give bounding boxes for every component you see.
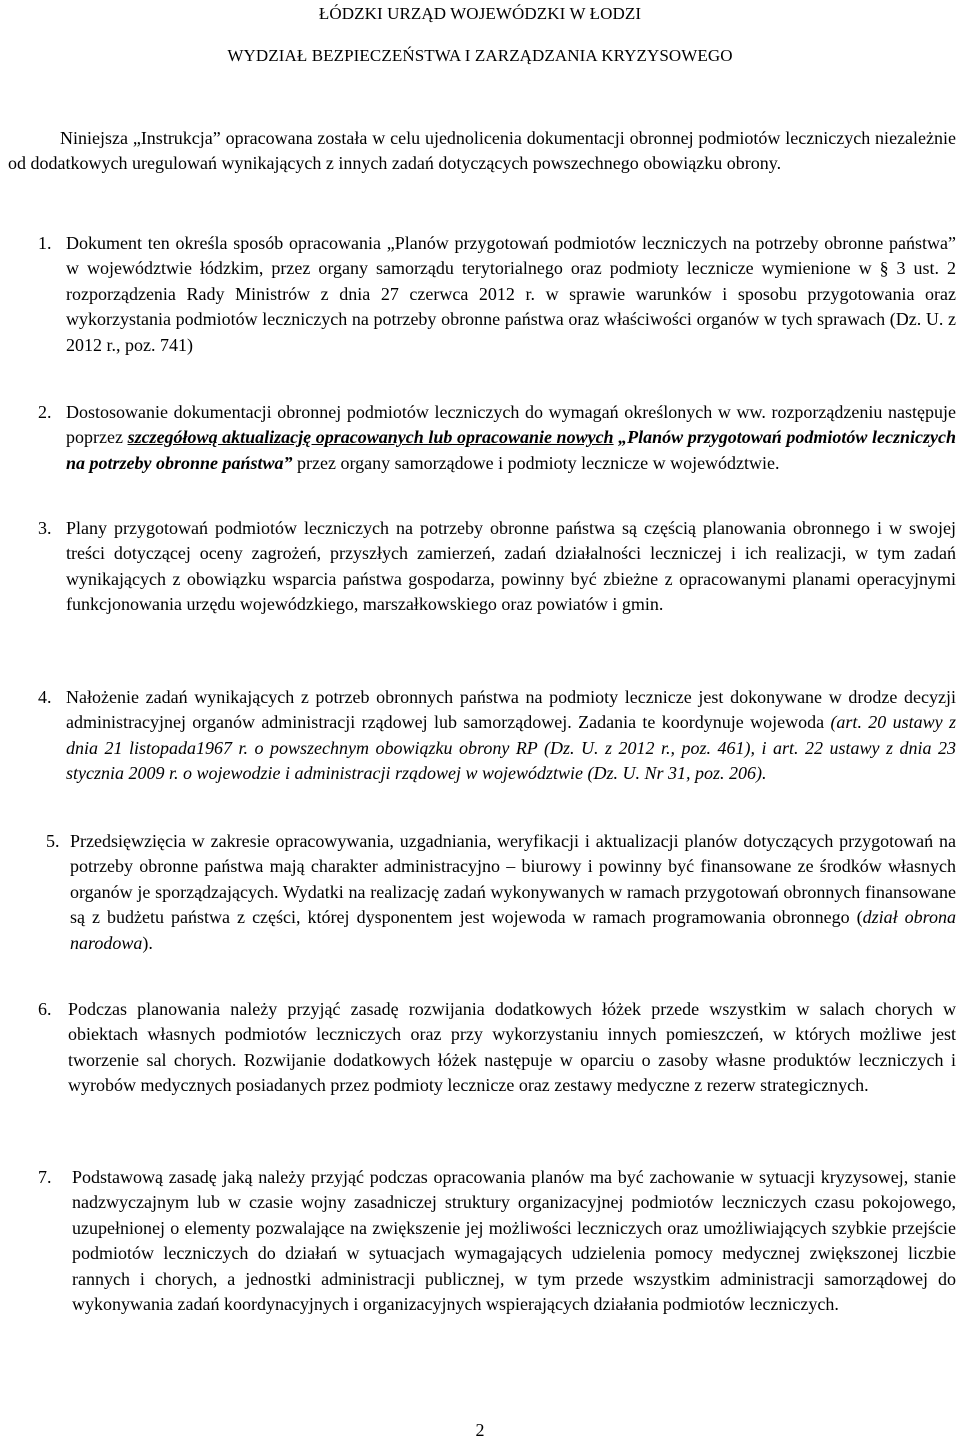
item-text-6: Podczas planowania należy przyjąć zasadę rozwijania dodatkowych łóżek przede wszystkim w salach chorych w obiektach własnych podmiotów leczniczych oraz przy wykorzystaniu innych pomieszczeń, w których możliwe jest tworzenie sal chorych. Rozwijanie dodatkowych łóżek następuje w oparciu o zasoby własne produktów leczniczych i wyrobów medycznych posiadanych przez podmioty lecznicze oraz zestawy medyczne z rezerw strategicznych. [68,999,956,1096]
item-text-7: Podstawową zasadę jaką należy przyjąć podczas opracowania planów ma być zachowanie w sytuacji kryzysowej, stanie nadzwyczajnym lub w czasie wojny zasadniczej struktury organizacyjnej podmiotów leczniczych czasu pokojowego, uzupełnionej o elementy pozwalające na zwiększenie jej możliwości leczniczych oraz umożliwiających szybkie przejście podmiotów leczniczych do działań w sytuacjach wymagających udzielenia pomocy medycznej zwiększonej liczbie rannych i chorych, a jednostki administracji publicznej, w tym przede wszystkim administracji samorządowej do wykonywania zadań koordynacyjnych i organizacyjnych wspierających działania podmiotów leczniczych. [72,1167,956,1315]
item-text-2 [66,400,956,476]
item-text-4 [66,685,956,787]
item-number-3: 3. [38,518,52,538]
item-5-italic: dział obrona narodowa [70,907,956,953]
item-number-6: 6. [38,999,52,1019]
item-2-part-a: Dostosowanie dokumentacji obronnej podmiotów leczniczych do wymagań określonych w ww. rozporządzeniu następuje poprzez [66,402,956,448]
intro-paragraph: Niniejsza „Instrukcja” opracowana została w celu ujednolicenia dokumentacji obronnej podmiotów leczniczych niezależnie od dodatkowych uregulowań wynikających z innych zadań dotyczących powszechnego obowiązku obrony. [8,128,956,173]
item-2-emphasis-underlined: szczegółową aktualizację opracowanych lub opracowanie nowych [127,427,614,448]
item-number-4: 4. [38,687,52,707]
item-number-7: 7. [38,1167,52,1187]
item-4-part-a: Nałożenie zadań wynikających z potrzeb obronnych państwa na podmioty lecznicze jest dokonywane w drodze decyzji administracyjnej organów administracji rządowej lub samorządowej. Zadania te koordynuje wojewoda [66,687,956,733]
office-name: ŁÓDZKI URZĄD WOJEWÓDZKI W ŁODZI [318,4,642,23]
page-number: 2 [475,1420,485,1440]
item-text-1: Dokument ten określa sposób opracowania „Planów przygotowań podmiotów leczniczych na potrzeby obronne państwa” w województwie łódzkim, przez organy samorządu terytorialnego oraz podmioty lecznicze wymienione w § 3 ust. 2 rozporządzenia Rady Ministrów z dnia 27 czerwca 2012 r. w sprawie warunków i sposobu przygotowania oraz wykorzystania podmiotów leczniczych na potrzeby obronne państwa oraz właściwości organów w tych sprawach (Dz. U. z 2012 r., poz. 741) [66,233,956,355]
item-4-legal-reference: (art. 20 ustawy z dnia 21 listopada1967 r. o powszechnym obowiązku obrony RP (Dz. U. z 2012 r., poz. 461), i art. 22 ustawy z dnia 23 stycznia 2009 r. o wojewodzie i administracji rządowej w województwie (Dz. U. Nr 31, poz. 206). [66,712,956,784]
item-number-1: 1. [38,233,52,253]
item-5-part-a: Przedsięwzięcia w zakresie opracowywania, uzgadniania, weryfikacji i aktualizacji planów dotyczących przygotowań na potrzeby obronne państwa mają charakter administracyjno – biurowy i powinny być finansowane ze środków własnych organów je sporządzających. Wydatki na realizację zadań wykonywanych w ramach przygotowań obronnych finansowane są z budżetu państwa z części, której dysponentem jest wojewoda w ramach programowania obronnego ( [70,831,956,928]
department-name: WYDZIAŁ BEZPIECZEŃSTWA I ZARZĄDZANIA KRYZYSOWEGO [227,46,733,65]
item-2-part-d: przez organy samorządowe i podmioty lecznicze w województwie. [292,452,780,473]
item-number-2: 2. [38,402,52,422]
item-text-5 [70,829,956,956]
item-number-5: 5. [46,831,60,851]
item-text-3: Plany przygotowań podmiotów leczniczych na potrzeby obronne państwa są częścią planowania obronnego i w swojej treści dotyczącej oceny zagrożeń, przyszłych zamierzeń, zadań działalności leczniczej i ich realizacji, w tym zadań wynikających z obowiązku wsparcia państwa gospodarza, powinny być zbieżne z opracowanymi planami operacyjnymi funkcjonowania urzędu wojewódzkiego, marszałkowskiego oraz powiatów i gmin. [66,518,956,615]
item-5-part-c: ). [142,932,153,953]
item-2-emphasis: „Planów przygotowań podmiotów leczniczych na potrzeby obronne państwa” [66,427,956,473]
